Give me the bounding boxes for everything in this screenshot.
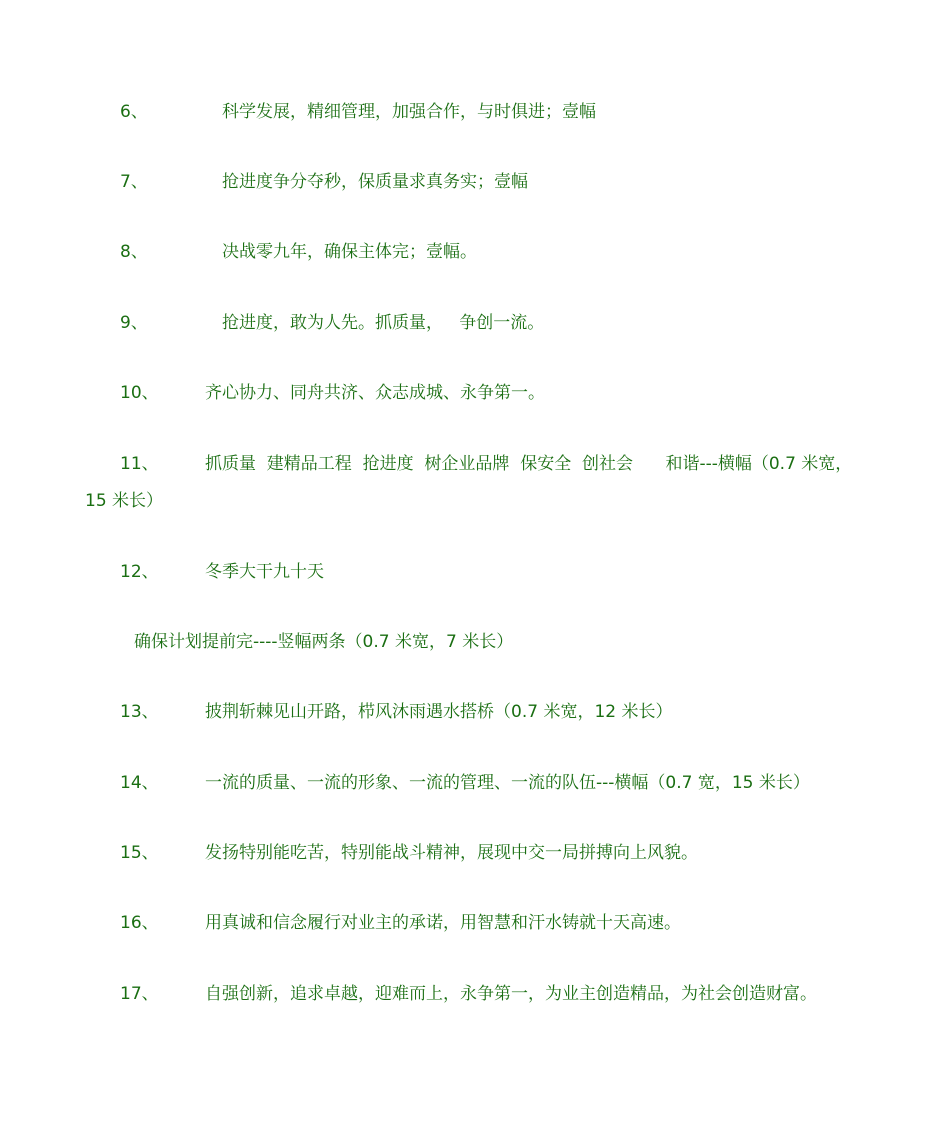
item-text: 用真诚和信念履行对业主的承诺，用智慧和汗水铸就十天高速。 [205, 913, 681, 933]
item-text: 披荆斩棘见山开路，栉风沐雨遇水搭桥（0.7 米宽，12 米长） [205, 702, 673, 722]
item-number: 10、 [120, 383, 159, 403]
item-number: 13、 [120, 702, 159, 722]
item-number: 14、 [120, 773, 159, 793]
item-text: 决战零九年，确保主体完；壹幅。 [222, 242, 477, 262]
item-text: 一流的质量、一流的形象、一流的管理、一流的队伍---横幅（0.7 宽，15 米长） [205, 773, 810, 793]
item-text: 抓质量 建精品工程 抢进度 树企业品牌 保安全 创社会 和谐---横幅（0.7 米宽， [205, 454, 853, 474]
item-number: 9、 [120, 313, 148, 333]
item-number: 7、 [120, 172, 148, 192]
item-text: 齐心协力、同舟共济、众志成城、永争第一。 [205, 383, 545, 403]
item-number: 8、 [120, 242, 148, 262]
item-text: 自强创新，追求卓越，迎难而上，永争第一，为业主创造精品，为社会创造财富。 [205, 984, 817, 1004]
item-number: 11、 [120, 454, 159, 474]
item-number: 12、 [120, 562, 159, 582]
item-text: 抢进度，敢为人先。抓质量， 争创一流。 [222, 313, 545, 333]
item-text-continuation: 15 米长） [85, 491, 164, 511]
item-number: 6、 [120, 102, 148, 122]
item-text: 发扬特别能吃苦，特别能战斗精神，展现中交一局拼搏向上风貌。 [205, 843, 698, 863]
item-number: 16、 [120, 913, 159, 933]
item-text: 科学发展，精细管理，加强合作，与时俱进；壹幅 [222, 102, 596, 122]
item-number: 17、 [120, 984, 159, 1004]
item-subline-text: 确保计划提前完----竖幅两条（0.7 米宽，7 米长） [134, 632, 514, 652]
item-number: 15、 [120, 843, 159, 863]
item-text: 抢进度争分夺秒，保质量求真务实；壹幅 [222, 172, 528, 192]
item-text: 冬季大干九十天 [205, 562, 324, 582]
